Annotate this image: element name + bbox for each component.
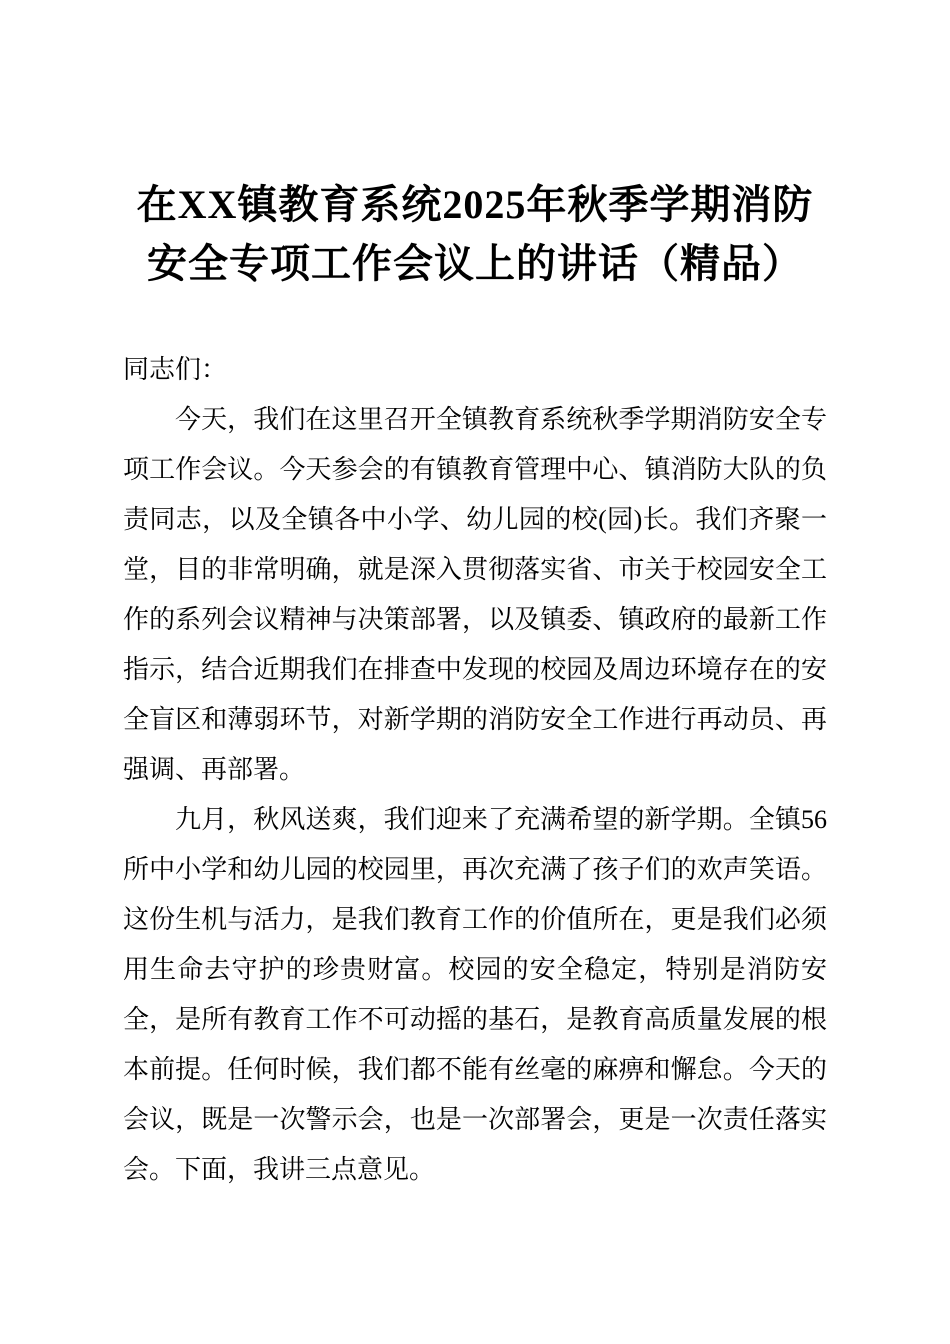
salutation-paragraph: 同志们： xyxy=(123,355,228,384)
document-body xyxy=(123,345,827,1195)
document-title: 在XX镇教育系统2025年秋季学期消防安全专项工作会议上的讲话（精品） xyxy=(136,182,814,286)
body-paragraph-1: 今天，我们在这里召开全镇教育系统秋季学期消防安全专项工作会议。今天参会的有镇教育管理中心、镇消防大队的负责同志，以及全镇各中小学、幼儿园的校(园)长。我们齐聚一堂，目的非常明确，就是深入贯彻落实省、市关于校园安全工作的系列会议精神与决策部署，以及镇委、镇政府的最新工作指示，结合近期我们在排查中发现的校园及周边环境存在的安全盲区和薄弱环节，对新学期的消防安全工作进行再动员、再强调、再部署。 xyxy=(123,405,827,784)
body-paragraph-2: 九月，秋风送爽，我们迎来了充满希望的新学期。全镇56所中小学和幼儿园的校园里，再次充满了孩子们的欢声笑语。这份生机与活力，是我们教育工作的价值所在，更是我们必须用生命去守护的珍贵财富。校园的安全稳定，特别是消防安全，是所有教育工作不可动摇的基石，是教育高质量发展的根本前提。任何时候，我们都不能有丝毫的麻痹和懈怠。今天的会议，既是一次警示会，也是一次部署会，更是一次责任落实会。下面，我讲三点意见。 xyxy=(123,805,827,1184)
